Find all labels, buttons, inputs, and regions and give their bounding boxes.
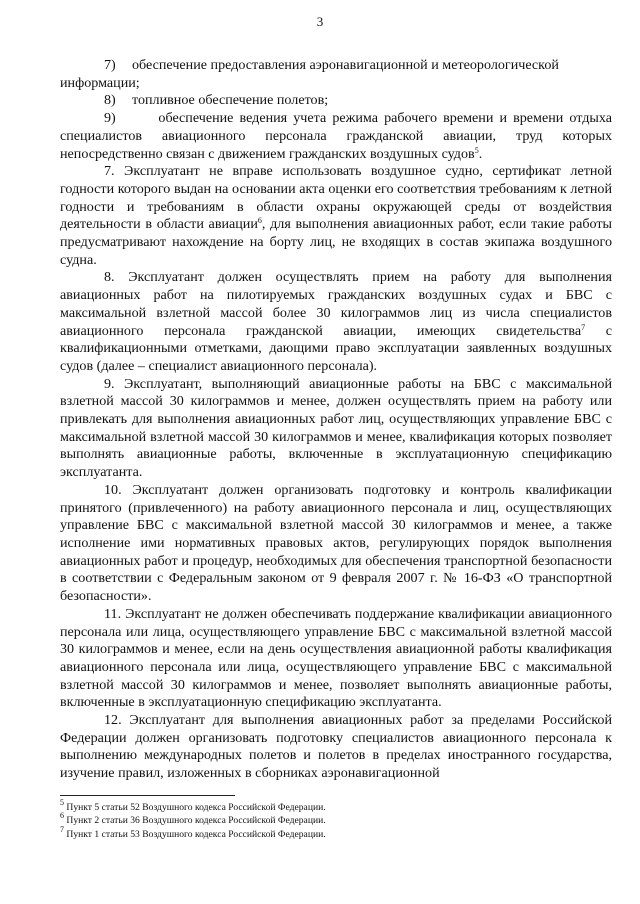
- footnote-ref: 6: [257, 216, 262, 226]
- footnote-ref: 7: [581, 322, 586, 332]
- page-number: 3: [316, 14, 324, 29]
- list-item-7: [60, 57, 612, 75]
- list-item-number: 8): [104, 92, 116, 109]
- footnote: [60, 798, 612, 814]
- footnote-number: 6: [60, 811, 64, 821]
- list-item-text-first-line: обеспечение предоставления аэронавигационной и метеорологической: [132, 57, 559, 73]
- footnote-text: Пункт 5 статьи 52 Воздушного кодекса Российской Федерации.: [64, 802, 326, 813]
- footnote: [60, 811, 612, 827]
- footnote-text: Пункт 2 статьи 36 Воздушного кодекса Российской Федерации.: [64, 815, 326, 827]
- footnote-ref: 5: [474, 145, 479, 155]
- paragraph-10: 10. Эксплуатант должен организовать подготовку и контроль квалификации принятого (привлеченного) на работу авиационного персонала и лиц, осуществляющих управление БВС с максимальной взлетной массой 30 килограммов и менее, а также исполнение ими нормативных правовых актов, регулирующих порядок выполнения авиационных работ и процедур, необходимых для обеспечения транспортной безопасности в соответствии с Федеральным законом от 9 февраля 2007 г. № 16-ФЗ «О транспортной безопасности».: [60, 481, 612, 605]
- paragraph-9: 9. Эксплуатант, выполняющий авиационные работы на БВС с максимальной взлетной массой 30 килограммов и менее, должен осуществлять прием на работу или привлекать для выполнения авиационных работ лиц, осуществляющих управление БВС с максимальной взлетной массой 30 килограммов и менее, квалификация которых позволяет выполнять авиационные работы, включенные в эксплуатационную спецификацию эксплуатанта.: [60, 375, 612, 481]
- paragraph-text: , для выполнения авиационных работ, если такие работы предусматривают нахождение на борту лиц, не входящих в состав экипажа воздушного судна.: [60, 216, 613, 268]
- footnote-number: 5: [60, 798, 64, 807]
- paragraph-12: 12. Эксплуатант для выполнения авиационных работ за пределами Российской Федерации должен организовать подготовку специалистов авиационного персонала к выполнению международных полетов и полетов в пределах иностранного государства, изучение правил, изложенных в сборниках аэронавигационной: [60, 712, 612, 782]
- list-item-number: 7): [104, 57, 116, 73]
- paragraph-text: с квалификационными отметками, дающими право эксплуатации заявленных воздушных судов (далее – специалист авиационного персонала).: [60, 322, 612, 374]
- paragraph-7: [60, 163, 612, 269]
- paragraph-8: [60, 269, 612, 375]
- footnote: [60, 824, 612, 841]
- paragraph-text: 8. Эксплуатант должен осуществлять прием на работу для выполнения авиационных работ на пилотируемых гражданских воздушных судах и БВС с максимальной взлетной массой более 30 килограммов лиц из числа специалистов авиационного персонала гражданской авиации, имеющих свидетельства: [60, 269, 612, 339]
- list-item-text-continuation: информации;: [60, 74, 140, 91]
- list-item-text: топливное обеспечение полетов;: [132, 92, 329, 109]
- footnotes: [60, 798, 612, 841]
- footnote-separator: [60, 795, 235, 796]
- footnote-text: Пункт 1 статьи 53 Воздушного кодекса Российской Федерации.: [64, 828, 326, 840]
- list-item-tail: .: [478, 145, 483, 162]
- list-item-number: 9): [104, 110, 116, 127]
- paragraph-text: 7. Эксплуатант не вправе использовать воздушное судно, сертификат летной годности которого выдан на основании акта оценки его соответствия требованиям к летной годности и требованиям в области охраны окружающей среды от воздействия деятельности в области авиации: [60, 163, 612, 233]
- paragraph-11: 11. Эксплуатант не должен обеспечивать поддержание квалификации авиационного персонала или лица, осуществляющего управление БВС с максимальной взлетной массой 30 килограммов и менее, если на день осуществления авиационной работы квалификация авиационного персонала или лица, осуществляющего управление БВС с максимальной взлетной массой 30 килограммов и менее, позволяет выполнять авиационные работы, включенные в эксплуатационную спецификацию эксплуатанта.: [60, 605, 612, 711]
- document-body: [60, 57, 612, 783]
- list-item-9: [60, 110, 612, 163]
- list-item-8: [60, 92, 612, 110]
- list-item-text: обеспечение ведения учета режима рабочего времени и времени отдыха специалистов авиационного персонала гражданской авиации, труд которых непосредственно связан с движением гражданских воздушных судов: [60, 110, 612, 162]
- footnote-number: 7: [60, 824, 64, 834]
